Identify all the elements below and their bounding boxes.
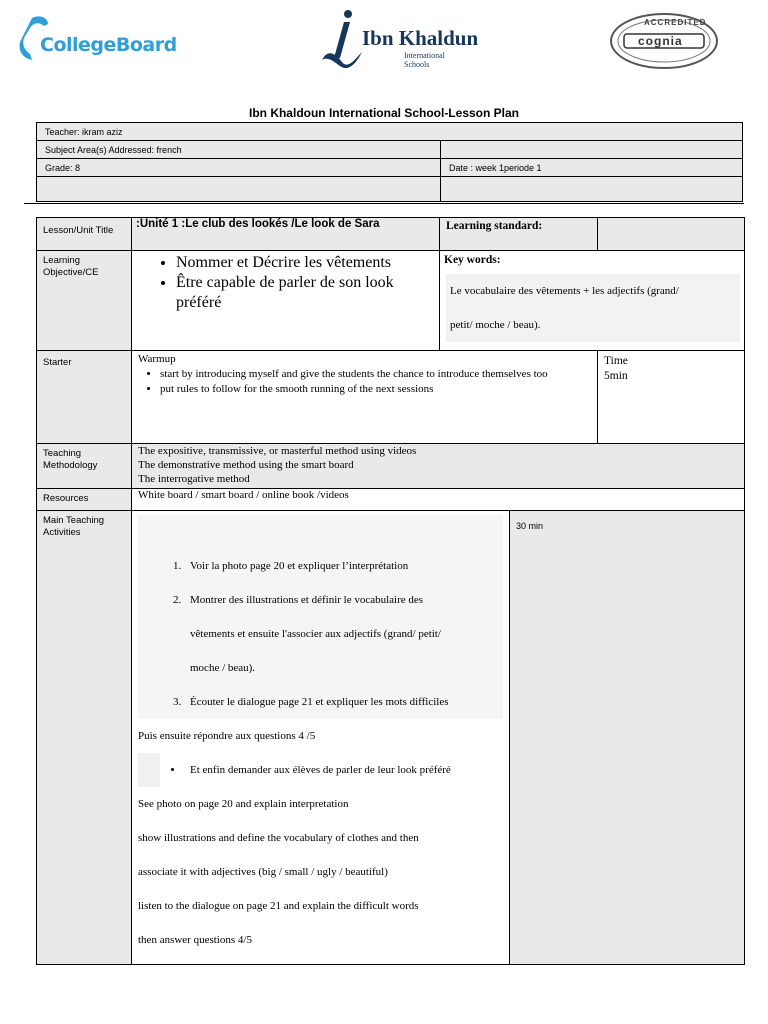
starter-list: [138, 367, 591, 397]
lesson-plan-table: [36, 217, 745, 965]
grade-cell: Grade: 8: [37, 159, 441, 177]
activities-box: [138, 515, 503, 719]
main-activities-content: [132, 511, 510, 965]
main-activities-label: Main Teaching Activities: [37, 511, 132, 965]
starter-time-cell: [598, 351, 745, 444]
teacher-cell: Teacher: ikram aziz: [37, 123, 743, 141]
time-label: Time: [604, 355, 628, 367]
keywords-body: [446, 274, 740, 342]
activity-step: 3. Écouter le dialogue page 21 et expliquer les mots difficiles: [184, 685, 503, 719]
activity-steps: [138, 549, 503, 617]
document-title: Ibn Khaldoun International School-Lesson Plan: [248, 106, 519, 120]
activity-bullets: [138, 753, 509, 787]
activity-step: 2. Montrer des illustrations et définir le vocabulaire des: [184, 583, 503, 617]
methodology-content: [132, 444, 745, 489]
empty-cell: [441, 177, 743, 202]
activity-continuation: vêtements et ensuite l'associer aux adjectifs (grand/ petit/: [190, 628, 441, 640]
cognia-accredited-text: ACCREDITED: [644, 18, 707, 27]
methodology-label: Teaching Methodology: [37, 444, 132, 489]
keywords-line: Le vocabulaire des vêtements + les adjectifs (grand/: [450, 285, 679, 297]
starter-item: • put rules to follow for the smooth running of the next sessions: [160, 382, 591, 397]
activity-line: Puis ensuite répondre aux questions 4 /5: [138, 730, 316, 742]
learning-objective-content: [132, 251, 440, 351]
collegeboard-wordmark: CollegeBoard: [40, 34, 177, 56]
methodology-line: The expositive, transmissive, or masterful method using videos: [138, 445, 417, 457]
english-line: then answer questions 4/5: [138, 934, 252, 946]
activity-steps: [138, 685, 503, 719]
empty-cell: [37, 177, 441, 202]
activity-step: 1. Voir la photo page 20 et expliquer l’interprétation: [184, 549, 503, 583]
cognia-seal: [608, 12, 720, 70]
date-cell: Date : week 1periode 1: [441, 159, 743, 177]
ibn-khaldun-logo: [320, 8, 490, 72]
keywords-title: Key words:: [444, 254, 501, 266]
resources-label: Resources: [37, 489, 132, 511]
objective-item: • Nommer et Décrire les vêtements: [176, 253, 439, 273]
learning-standard-value: [598, 218, 745, 251]
subtitle-line-1: International: [404, 51, 445, 60]
methodology-line: The demonstrative method using the smart board: [138, 459, 354, 471]
warmup-heading: Warmup: [138, 353, 176, 365]
activity-continuation: moche / beau).: [190, 662, 256, 674]
empty-cell: [441, 141, 743, 159]
objective-item: • Être capable de parler de son look préféré: [176, 273, 439, 313]
lesson-title-label: Lesson/Unit Title: [37, 218, 132, 251]
cognia-wordmark: cognia: [638, 34, 683, 48]
keywords-line: petit/ moche / beau).: [450, 319, 541, 331]
subject-cell: Subject Area(s) Addressed: french: [37, 141, 441, 159]
english-line: listen to the dialogue on page 21 and explain the difficult words: [138, 900, 419, 912]
collegeboard-logo: [18, 14, 177, 64]
starter-label: Starter: [37, 351, 132, 444]
activities-notes: [132, 719, 509, 957]
teacher-info-table: [36, 122, 743, 202]
activity-bullet: • Et enfin demander aux élèves de parler de leur look préféré: [184, 753, 509, 787]
resources-value: White board / smart board / online book /videos: [132, 489, 745, 511]
starter-content: [132, 351, 598, 444]
ibn-khaldun-subtitle: [404, 51, 445, 69]
spacer: [138, 515, 503, 549]
english-line: See photo on page 20 and explain interpretation: [138, 798, 349, 810]
subtitle-line-2: Schools: [404, 60, 430, 69]
english-line: show illustrations and define the vocabulary of clothes and then: [138, 832, 419, 844]
main-activities-time: 30 min: [510, 511, 745, 965]
keywords-cell: [440, 251, 745, 351]
lesson-title-value: :Unité 1 :Le club des lookés /Le look de Sara: [132, 218, 440, 251]
ibn-khaldun-wordmark: Ibn Khaldun: [362, 26, 479, 50]
learning-standard-label: Learning standard:: [440, 218, 598, 251]
starter-item: • start by introducing myself and give the students the chance to introduce themselves too: [160, 367, 591, 382]
time-value: 5min: [604, 370, 628, 382]
divider: [24, 203, 744, 204]
methodology-line: The interrogative method: [138, 473, 250, 485]
objective-list: [132, 253, 439, 313]
english-line: associate it with adjectives (big / small / ugly / beautiful): [138, 866, 388, 878]
swoosh-icon: [320, 8, 364, 72]
learning-objective-label: Learning Objective/CE: [37, 251, 132, 351]
